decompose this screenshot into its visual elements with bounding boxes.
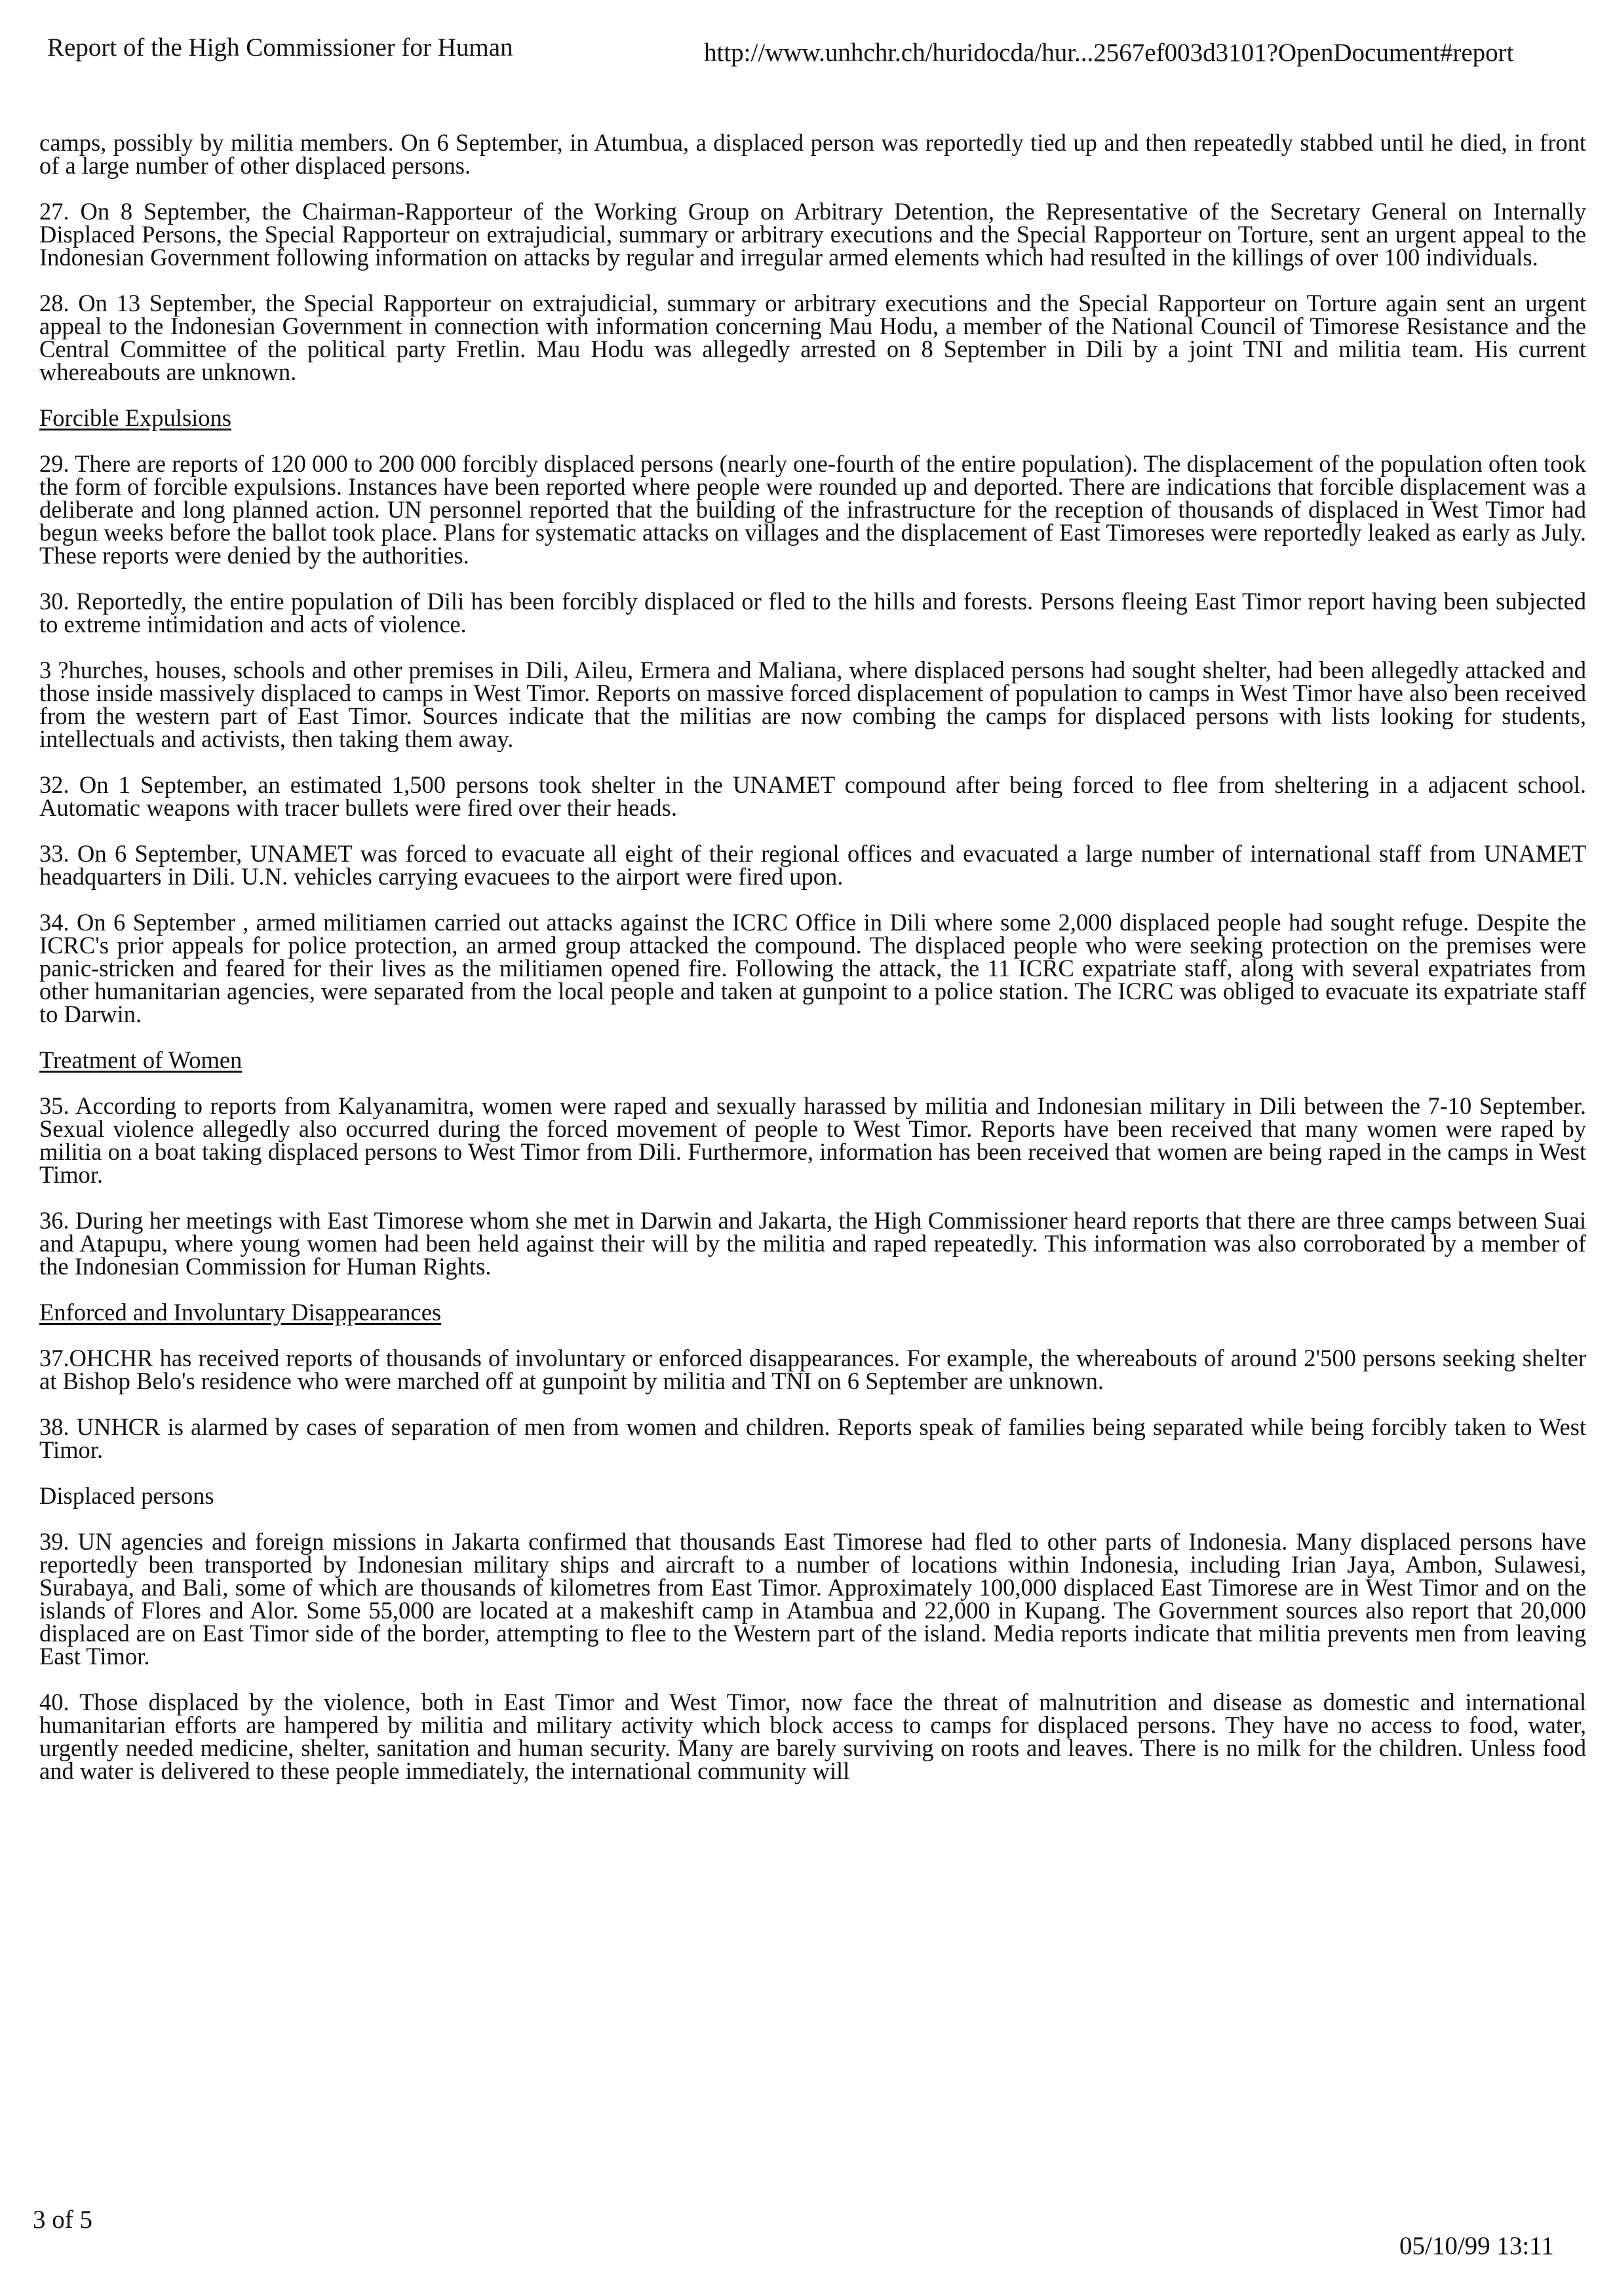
section-heading-text: Treatment of Women <box>39 1046 243 1073</box>
section-heading-treatment-of-women <box>39 1048 1586 1071</box>
paragraph-34: 34. On 6 September , armed militiamen carried out attacks against the ICRC Office in Dili where some 2,000 displaced people had sought refuge. Despite the ICRC's prior appeals for police protection, an armed group attacked the compound. The displaced people who were seeking protection on the premises were panic-stricken and feared for their lives as the militiamen opened fire. Following the attack, the 11 ICRC expatriate staff, along with several expatriates from other humanitarian agencies, were separated from the local people and taken at gunpoint to a police station. The ICRC was obliged to evacuate its expatriate staff to Darwin. <box>39 909 1586 1027</box>
document-body <box>39 131 1586 1805</box>
paragraph-29: 29. There are reports of 120 000 to 200 000 forcibly displaced persons (nearly one-fourth of the entire population). The displacement of the population often took the form of forcible expulsions. Instances have been reported where people were rounded up and deported. There are indications that forcible displacement was a deliberate and long planned action. UN personnel reported that the building of the infrastructure for the reception of thousands of displaced in West Timor had begun weeks before the ballot took place. Plans for systematic attacks on villages and the displacement of East Timoreses were reportedly leaked as early as July. These reports were denied by the authorities. <box>39 450 1586 569</box>
page-number: 3 of 5 <box>33 2206 92 2234</box>
section-heading-forcible-expulsions <box>39 406 1586 429</box>
paragraph-36: 36. During her meetings with East Timorese whom she met in Darwin and Jakarta, the High Commissioner heard reports that there are three camps between Suai and Atapupu, where young women had been held against their will by the militia and raped repeatedly. This information was also corroborated by a member of the Indonesian Commission for Human Rights. <box>39 1207 1586 1280</box>
paragraph-39: 39. UN agencies and foreign missions in Jakarta confirmed that thousands East Timorese had fled to other parts of Indonesia. Many displaced persons have reportedly been transported by Indonesian military ships and aircraft to a number of locations within Indonesia, including Irian Jaya, Ambon, Sulawesi, Surabaya, and Bali, some of which are thousands of kilometres from East Timor. Approximately 100,000 displaced East Timorese are in West Timor and on the islands of Flores and Alor. Some 55,000 are located at a makeshift camp in Atambua and 22,000 in Kupang. The Government sources also report that 20,000 displaced are on East Timor side of the border, attempting to flee to the Western part of the island. Media reports indicate that militia prevents men from leaving East Timor. <box>39 1528 1586 1670</box>
paragraph-37: 37.OHCHR has received reports of thousands of involuntary or enforced disappearances. For example, the whereabouts of around 2'500 persons seeking shelter at Bishop Belo's residence who were marched off at gunpoint by militia and TNI on 6 September are unknown. <box>39 1345 1586 1394</box>
paragraph-30: 30. Reportedly, the entire population of Dili has been forcibly displaced or fled to the hills and forests. Persons fleeing East Timor report having been subjected to extreme intimidation and acts of violence. <box>39 588 1586 638</box>
paragraph-26-continued: camps, possibly by militia members. On 6 September, in Atumbua, a displaced person was reportedly tied up and then repeatedly stabbed until he died, in front of a large number of other displaced persons. <box>39 129 1586 179</box>
section-heading-text: Forcible Expulsions <box>39 404 231 431</box>
section-heading-disappearances <box>39 1301 1586 1324</box>
section-heading-displaced-persons: Displaced persons <box>39 1482 214 1509</box>
paragraph-40: 40. Those displaced by the violence, both in East Timor and West Timor, now face the threat of malnutrition and disease as domestic and international humanitarian efforts are hampered by militia and military activity which block access to camps for displaced persons. They have no access to food, water, urgently needed medicine, shelter, sanitation and human security. Many are barely surviving on roots and leaves. There is no milk for the children. Unless food and water is delivered to these people immediately, the international community will <box>39 1689 1586 1784</box>
page-header-title: Report of the High Commissioner for Human <box>47 33 513 62</box>
paragraph-38: 38. UNHCR is alarmed by cases of separation of men from women and children. Reports speak of families being separated while being forcibly taken to West Timor. <box>39 1413 1586 1463</box>
section-heading-text: Enforced and Involuntary Disappearances <box>39 1299 442 1326</box>
paragraph-32: 32. On 1 September, an estimated 1,500 persons took shelter in the UNAMET compound after being forced to flee from sheltering in a adjacent school. Automatic weapons with tracer bullets were fired over their heads. <box>39 771 1586 821</box>
paragraph-35: 35. According to reports from Kalyanamitra, women were raped and sexually harassed by militia and Indonesian military in Dili between the 7-10 September. Sexual violence allegedly also occurred during the forced movement of people to West Timor. Reports have been received that many women were raped by militia on a boat taking displaced persons to West Timor from Dili. Furthermore, information has been received that women are being raped in the camps in West Timor. <box>39 1092 1586 1188</box>
paragraph-27: 27. On 8 September, the Chairman-Rapporteur of the Working Group on Arbitrary Detention, the Representative of the Secretary General on Internally Displaced Persons, the Special Rapporteur on extrajudicial, summary or arbitrary executions and the Special Rapporteur on Torture, sent an urgent appeal to the Indonesian Government following information on attacks by regular and irregular armed elements which had resulted in the killings of over 100 individuals. <box>39 198 1586 271</box>
paragraph-28: 28. On 13 September, the Special Rapporteur on extrajudicial, summary or arbitrary executions and the Special Rapporteur on Torture again sent an urgent appeal to the Indonesian Government in connection with information concerning Mau Hodu, a member of the National Council of Timorese Resistance and the Central Committee of the political party Fretlin. Mau Hodu was allegedly arrested on 8 September in Dili by a joint TNI and militia team. His current whereabouts are unknown. <box>39 290 1586 385</box>
paragraph-31: 3 ?hurches, houses, schools and other premises in Dili, Aileu, Ermera and Maliana, where displaced persons had sought shelter, had been allegedly attacked and those inside massively displaced to camps in West Timor. Reports on massive forced displacement of population to camps in West Timor have also been received from the western part of East Timor. Sources indicate that the militias are now combing the camps for displaced persons with lists looking for students, intellectuals and activists, then taking them away. <box>39 657 1586 752</box>
print-datetime: 05/10/99 13:11 <box>1399 2232 1554 2260</box>
paragraph-33: 33. On 6 September, UNAMET was forced to evacuate all eight of their regional offices and evacuated a large number of international staff from UNAMET headquarters in Dili. U.N. vehicles carrying evacuees to the airport were fired upon. <box>39 840 1586 890</box>
page-header-url: http://www.unhchr.ch/huridocda/hur...2567ef003d3101?OpenDocument#report <box>704 39 1514 67</box>
